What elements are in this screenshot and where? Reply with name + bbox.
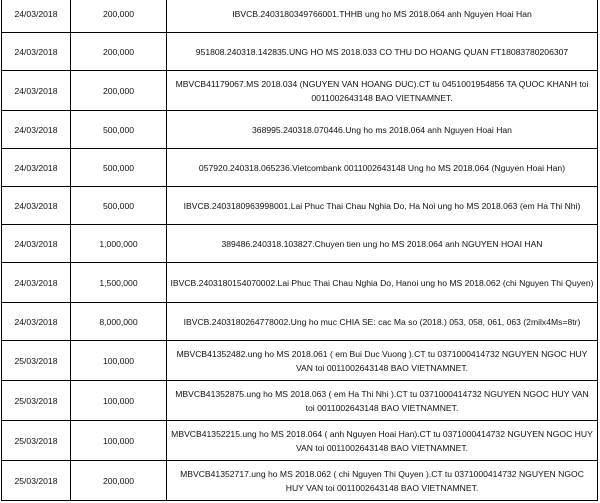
description-cell: IBVCB.2403180264778002.Ung ho muc CHIA SE: cac Ma so (2018.) 053, 058, 061, 063 (2milx4Ms=8tr) <box>167 303 598 341</box>
date-cell: 24/03/2018 <box>2 187 71 225</box>
amount-cell: 200,000 <box>71 461 167 501</box>
description-cell: MBVCB41352875.ung ho MS 2018.063 ( em Ha Thi Nhi ).CT tu 0371000414732 NGUYEN NGOC HUY VAN toi 0011002643148 BAO VIETNAMNET. <box>167 381 598 421</box>
table-row <box>2 341 598 381</box>
date-cell: 24/03/2018 <box>2 0 71 33</box>
amount-cell: 100,000 <box>71 381 167 421</box>
amount-cell: 1,000,000 <box>71 225 167 263</box>
table-row <box>2 71 598 111</box>
date-cell: 24/03/2018 <box>2 71 71 111</box>
description-cell: MBVCB41179067.MS 2018.034 (NGUYEN VAN HOANG DUC).CT tu 0451001954856 TA QUOC KHANH toi 0011002643148 BAO VIETNAMNET. <box>167 71 598 111</box>
table-row <box>2 111 598 149</box>
amount-cell: 1,500,000 <box>71 263 167 303</box>
date-cell: 24/03/2018 <box>2 225 71 263</box>
amount-cell: 100,000 <box>71 341 167 381</box>
amount-cell: 200,000 <box>71 71 167 111</box>
date-cell: 24/03/2018 <box>2 33 71 71</box>
amount-cell: 200,000 <box>71 33 167 71</box>
table-row <box>2 149 598 187</box>
table-row <box>2 421 598 461</box>
date-cell: 25/03/2018 <box>2 461 71 501</box>
table-row <box>2 381 598 421</box>
date-cell: 25/03/2018 <box>2 341 71 381</box>
donation-ledger-table <box>1 0 598 501</box>
table-row <box>2 187 598 225</box>
description-cell: IBVCB.2403180154070002.Lai Phuc Thai Chau Nghia Do, Hanoi ung ho MS 2018.062 (chi Nguyen Thi Quyen) <box>167 263 598 303</box>
table-row <box>2 225 598 263</box>
amount-cell: 100,000 <box>71 421 167 461</box>
date-cell: 24/03/2018 <box>2 111 71 149</box>
table-row <box>2 33 598 71</box>
date-cell: 24/03/2018 <box>2 303 71 341</box>
description-cell: MBVCB41352717.ung ho MS 2018.062 ( chi Nguyen Thi Quyen ).CT tu 0371000414732 NGUYEN NGOC HUY VAN toi 0011002643148 BAO VIETNAMNET. <box>167 461 598 501</box>
amount-cell: 500,000 <box>71 149 167 187</box>
table-row <box>2 303 598 341</box>
description-cell: MBVCB41352482.ung ho MS 2018.061 ( em Bui Duc Vuong ).CT tu 0371000414732 NGUYEN NGOC HUY VAN toi 0011002643148 BAO VIETNAMNET. <box>167 341 598 381</box>
date-cell: 25/03/2018 <box>2 381 71 421</box>
description-cell: 389486.240318.103827.Chuyen tien ung ho MS 2018.064 anh NGUYEN HOAI HAN <box>167 225 598 263</box>
description-cell: MBVCB41352215.ung ho MS 2018.064 ( anh Nguyen Hoai Han).CT tu 0371000414732 NGUYEN NGOC HUY VAN toi 0011002643148 BAO VIETNAMNET. <box>167 421 598 461</box>
date-cell: 24/03/2018 <box>2 149 71 187</box>
description-cell: IBVCB.2403180349766001.THHB ung ho MS 2018.064 anh Nguyen Hoai Han <box>167 0 598 33</box>
description-cell: 951808.240318.142835.UNG HO MS 2018.033 CO THU DO HOANG QUAN FT18083780206307 <box>167 33 598 71</box>
description-cell: 057920.240318.065236.Vietcombank 0011002643148 Ung ho MS 2018.064 (Nguyen Hoai Han) <box>167 149 598 187</box>
table-row <box>2 263 598 303</box>
amount-cell: 8,000,000 <box>71 303 167 341</box>
description-cell: IBVCB.2403180963998001.Lai Phuc Thai Chau Nghia Do, Ha Noi ung ho MS 2018.063 (em Ha Thi Nhi) <box>167 187 598 225</box>
table-row <box>2 461 598 501</box>
table-row <box>2 0 598 33</box>
date-cell: 24/03/2018 <box>2 263 71 303</box>
description-cell: 368995.240318.070446.Ung ho ms 2018.064 anh Nguyen Hoai Han <box>167 111 598 149</box>
amount-cell: 500,000 <box>71 111 167 149</box>
amount-cell: 200,000 <box>71 0 167 33</box>
date-cell: 25/03/2018 <box>2 421 71 461</box>
amount-cell: 500,000 <box>71 187 167 225</box>
